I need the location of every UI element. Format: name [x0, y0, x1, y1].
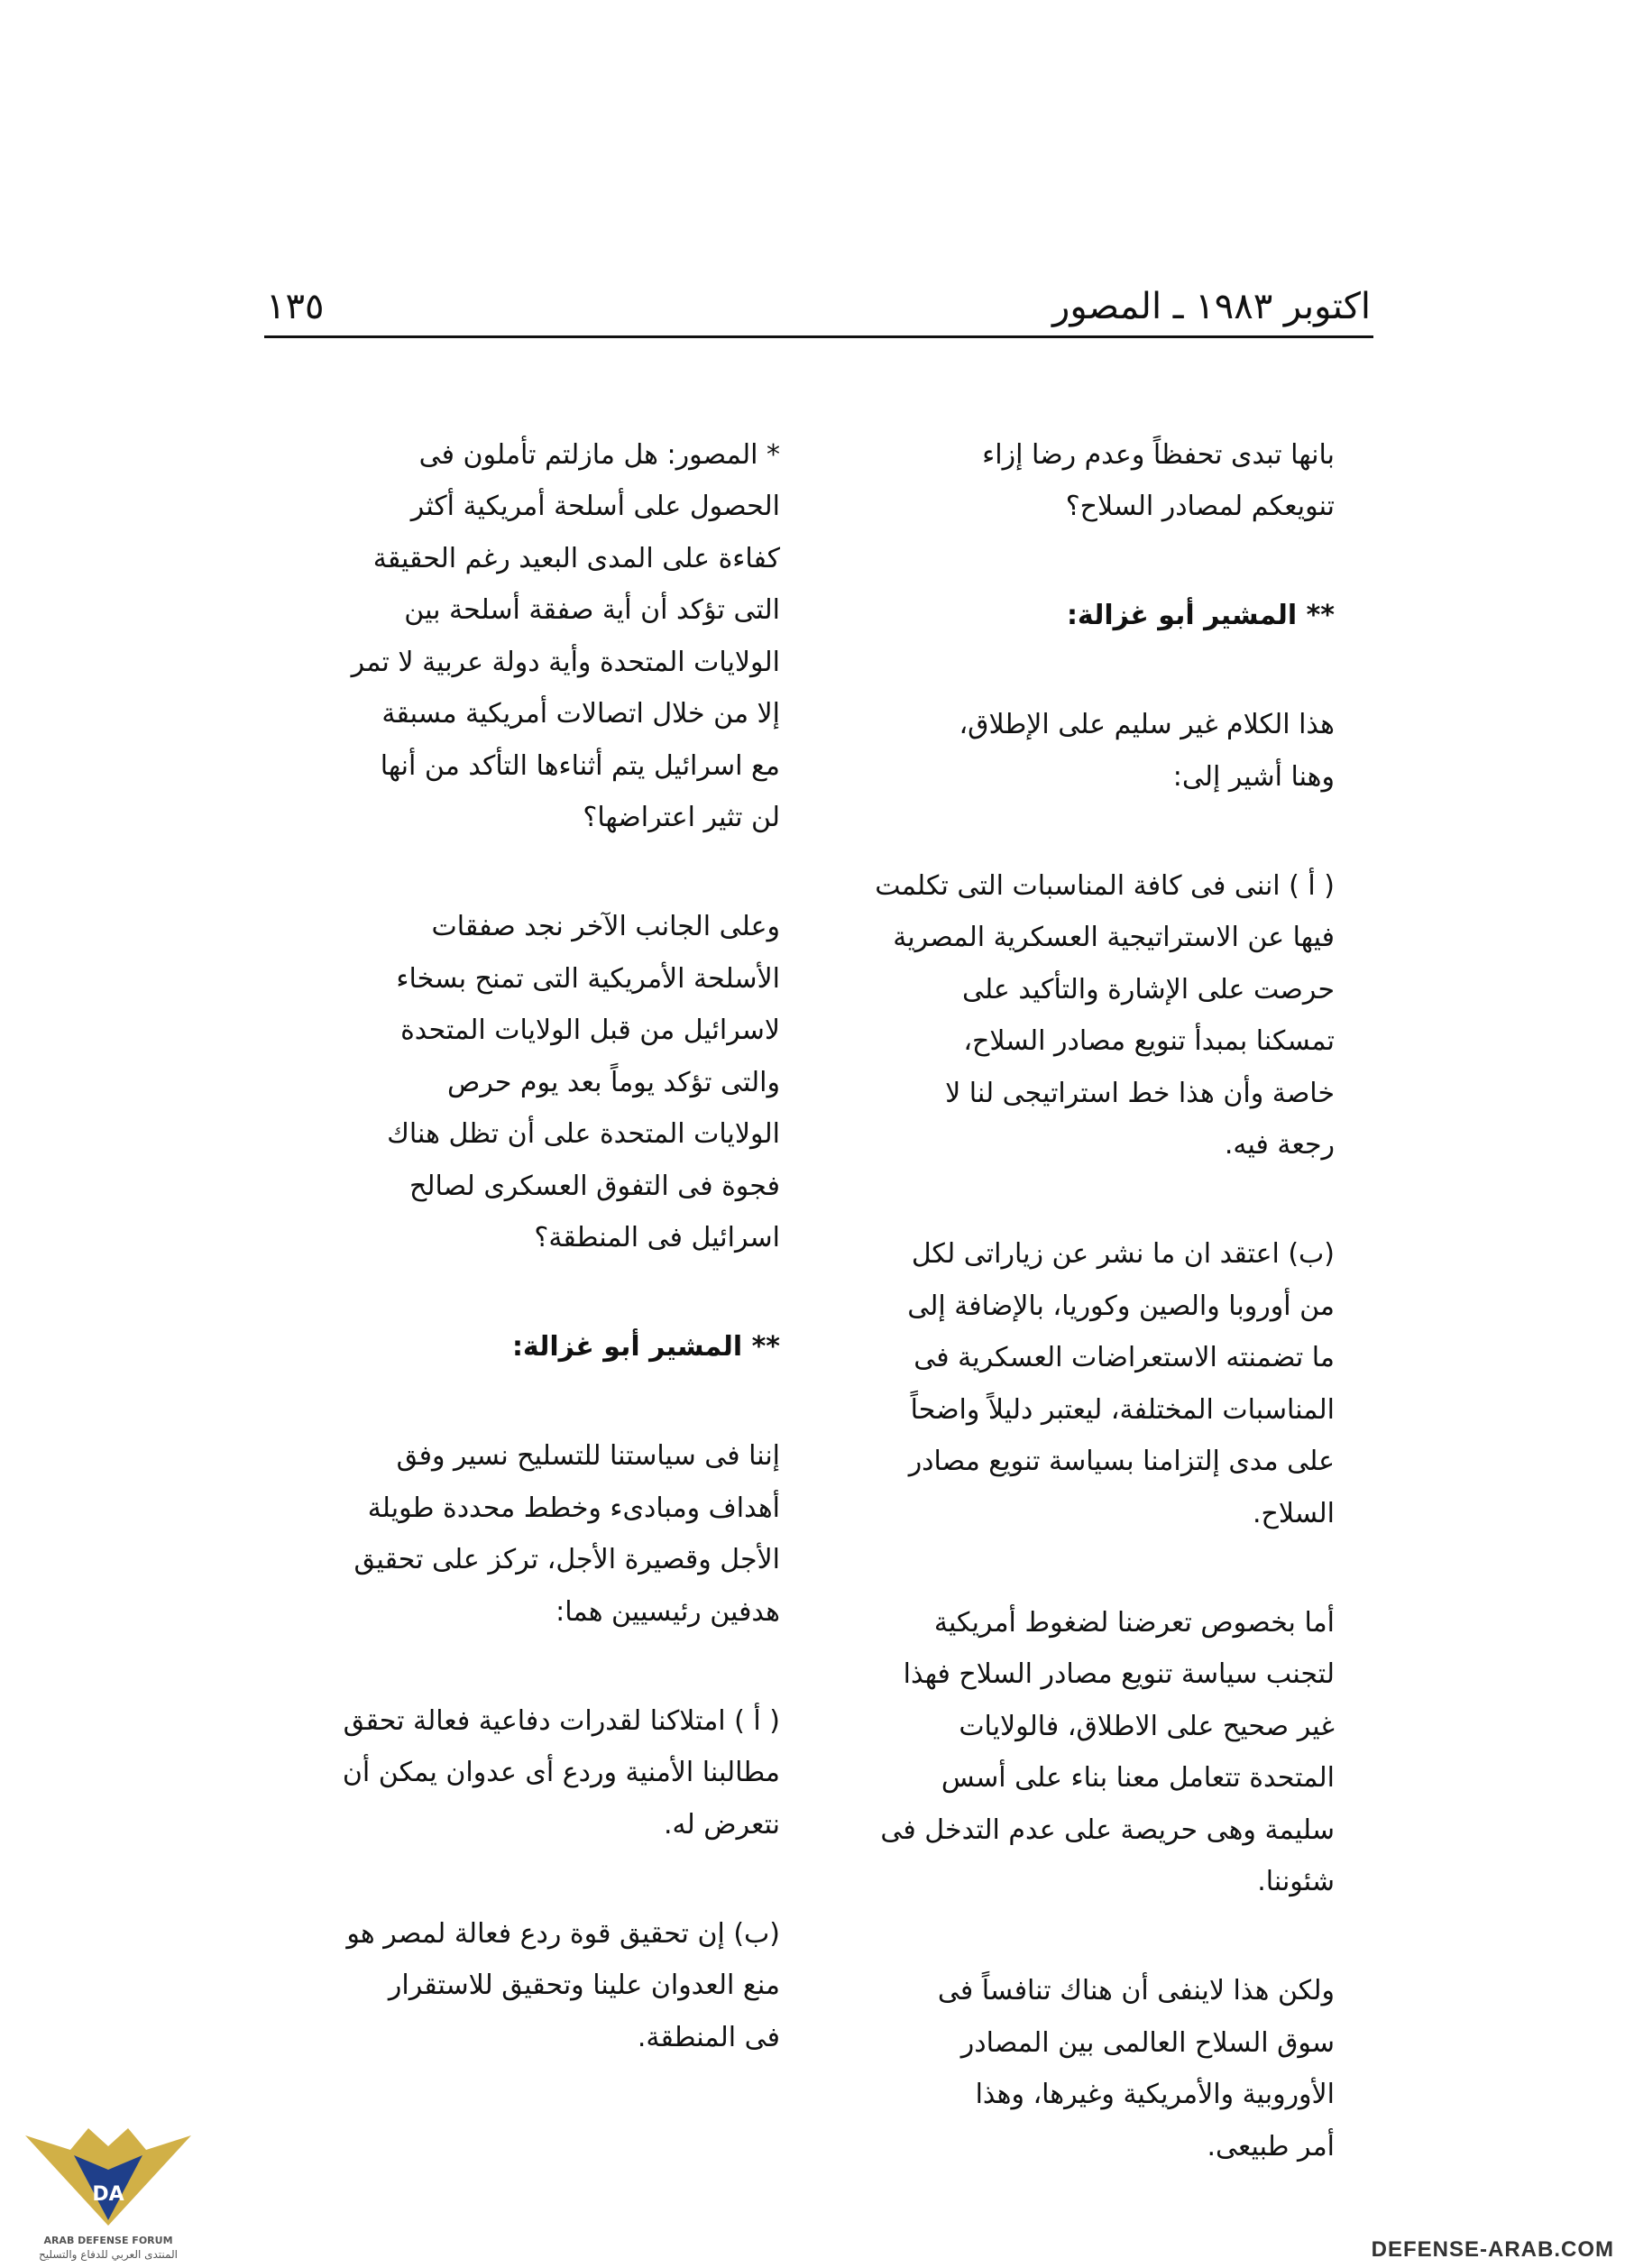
paragraph: ( أ ) امتلاكنا لقدرات دفاعية فعالة تحقق مطالبنا الأمنية وردع أى عدوان يمكن أن نتعرض له. — [342, 1704, 780, 1841]
page-number: ١٣٥ — [266, 286, 325, 327]
logo-text-arabic: المنتدى العربي للدفاع والتسليح — [39, 2248, 178, 2261]
left-column — [266, 377, 780, 2121]
paragraph: (ب) اعتقد ان ما نشر عن زياراتى لكل من أوروبا والصين وكوريا، بالإضافة إلى ما تضمنته الاستعراضات العسكرية فى المناسبات المختلفة، ليعتبر دليلاً واضحاً على مدى إلتزامنا بسياسة تنويع مصادر السلاح. — [907, 1238, 1335, 1529]
paragraph: بانها تبدى تحفظاً وعدم رضا إزاء تنويعكم لمصادر السلاح؟ — [982, 438, 1335, 522]
site-watermark[interactable]: DEFENSE-ARAB.COM — [1371, 2237, 1614, 2262]
question-paragraph: * المصور: هل مازلتم تأملون فى الحصول على أسلحة أمريكية أكثر كفاءة على المدى البعيد رغم الحقيقة التى تؤكد أن أية صفقة أسلحة بين الولايات المتحدة وأية دولة عربية لا تمر إلا من خلال اتصالات أمريكية مسبقة مع اسرائيل يتم أثناءها التأكد من أنها لن تثير اعتراضها؟ — [351, 438, 780, 833]
forum-logo[interactable] — [18, 2119, 198, 2263]
logo-text-english: ARAB DEFENSE FORUM — [43, 2235, 173, 2246]
paragraph: ولكن هذا لاينفى أن هناك تنافساً فى سوق السلاح العالمى بين المصادر الأوروبية والأمريكية وغيرها، وهذا أمر طبيعى. — [937, 1975, 1335, 2162]
header-rule — [264, 335, 1373, 338]
paragraph: ( أ ) اننى فى كافة المناسبات التى تكلمت فيها عن الاستراتيجية العسكرية المصرية حرصت على الإشارة والتأكيد على تمسكنا بمبدأ تنويع مصادر السلاح، خاصة وأن هذا خط استراتيجى لنا لا رجعة فيه. — [875, 869, 1335, 1161]
paragraph: وعلى الجانب الآخر نجد صفقات الأسلحة الأمريكية التى تمنح بسخاء لاسرائيل من قبل الولايات المتحدة والتى تؤكد يوماً بعد يوم حرص الولايات المتحدة على أن تظل هناك فجوة فى التفوق العسكرى لصالح اسرائيل فى المنطقة؟ — [387, 911, 780, 1253]
paragraph: (ب) إن تحقيق قوة ردع فعالة لمصر هو منع العدوان علينا وتحقيق للاستقرار فى المنطقة. — [346, 1917, 780, 2053]
logo-badge: DA — [92, 2183, 124, 2206]
paragraph: هذا الكلام غير سليم على الإطلاق، وهنا أشير إلى: — [959, 709, 1335, 793]
eagle-shield-icon — [18, 2119, 198, 2235]
right-column — [794, 377, 1335, 2230]
page-header — [266, 281, 1371, 332]
running-title: اكتوبر ١٩٨٣ ـ المصور — [1052, 286, 1371, 327]
speaker-label: ** المشير أبو غزالة: — [511, 1331, 780, 1363]
speaker-label: ** المشير أبو غزالة: — [1066, 600, 1335, 631]
paragraph: إننا فى سياستنا للتسليح نسير وفق أهداف ومبادىء وخطط محددة طويلة الأجل وقصيرة الأجل، تركز على تحقيق هدفين رئيسيين هما: — [353, 1440, 780, 1628]
paragraph: أما بخصوص تعرضنا لضغوط أمريكية لتجنب سياسة تنويع مصادر السلاح فهذا غير صحيح على الاطلاق، فالولايات المتحدة تتعامل معنا بناء على أسس سليمة وهى حريصة على عدم التدخل فى شئوننا. — [880, 1606, 1335, 1897]
